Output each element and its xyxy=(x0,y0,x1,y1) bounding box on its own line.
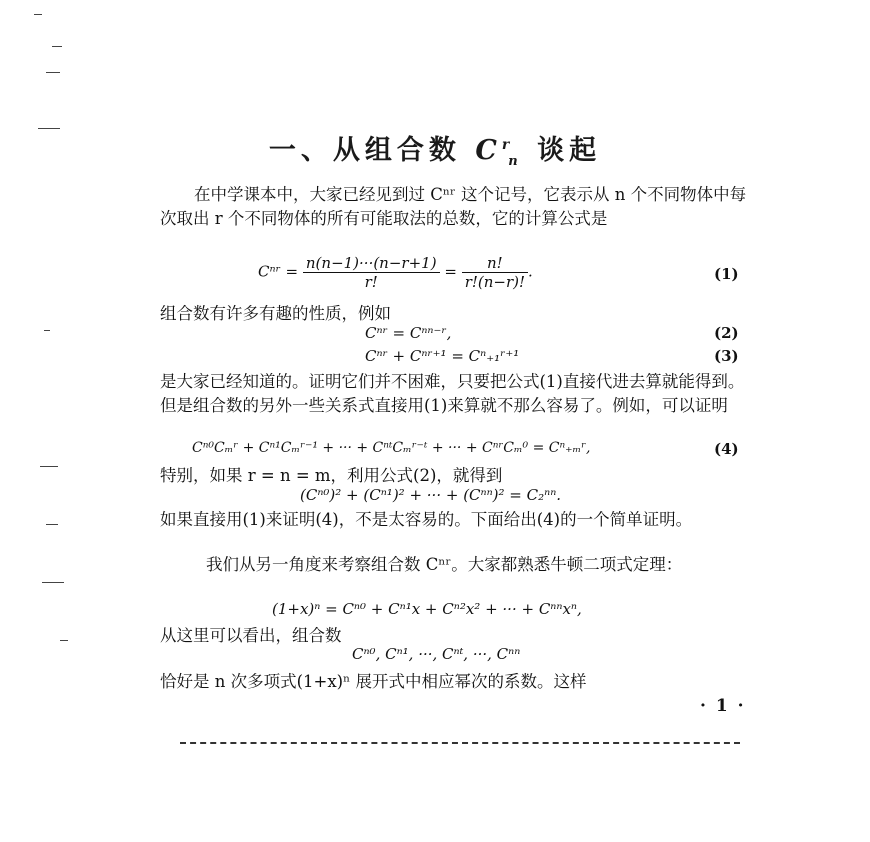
paragraph-3: 如果直接用(1)来证明(4)，不是太容易的。下面给出(4)的一个简单证明。 xyxy=(160,510,693,529)
formula-1 xyxy=(258,254,533,291)
formula-1-den-b: r!(n−r)! xyxy=(464,273,526,291)
page-number: · 1 · xyxy=(700,696,746,716)
equation-number-1: (1) xyxy=(714,265,739,283)
scan-mark xyxy=(46,524,58,525)
formula-4: Cⁿ⁰Cₘʳ + Cⁿ¹Cₘʳ⁻¹ + ··· + CⁿᵗCₘʳ⁻ᵗ + ··· + CⁿʳCₘ⁰ = Cⁿ₊ₘʳ, xyxy=(192,440,591,456)
equation-number-3: (3) xyxy=(714,347,739,365)
formula-1-fraction-b xyxy=(462,254,528,291)
scan-mark xyxy=(42,582,64,583)
formula-1-end: . xyxy=(528,262,533,281)
scan-mark xyxy=(52,46,62,47)
last-line-text: 恰好是 n 次多项式(1+x)ⁿ 展开式中相应幂次的系数。这样 xyxy=(160,672,587,691)
title-prefix: 一、从组合数 xyxy=(268,135,476,166)
chapter-title xyxy=(0,128,870,169)
formula-1-eq: = xyxy=(444,262,457,281)
title-suffix: 谈起 xyxy=(522,135,602,166)
bottom-rule xyxy=(180,742,740,744)
formula-1-lhs: Cⁿʳ = xyxy=(258,262,299,281)
equation-number-2: (2) xyxy=(714,324,739,342)
formula-coefficient-list: Cⁿ⁰, Cⁿ¹, ···, Cⁿᵗ, ···, Cⁿⁿ xyxy=(352,645,521,663)
special-case-text: 特别，如果 r = n = m，利用公式(2)，就得到 xyxy=(160,466,503,485)
scan-mark xyxy=(40,466,58,467)
formula-3: Cⁿʳ + Cⁿʳ⁺¹ = Cⁿ₊₁ʳ⁺¹ xyxy=(365,347,520,365)
formula-1-num-a: n(n−1)···(n−r+1) xyxy=(303,254,440,273)
formula-1-den-a: r! xyxy=(364,273,378,291)
equation-number-4: (4) xyxy=(714,440,739,458)
formula-2: Cⁿʳ = Cⁿⁿ⁻ʳ, xyxy=(365,324,452,342)
paragraph-4: 我们从另一角度来考察组合数 Cⁿʳ。大家都熟悉牛顿二项式定理： xyxy=(206,555,683,574)
scan-mark xyxy=(44,330,50,331)
formula-1-fraction-a xyxy=(303,254,440,291)
formula-1-num-b: n! xyxy=(462,254,528,273)
scan-mark xyxy=(34,14,42,15)
scan-mark xyxy=(60,640,68,641)
intro-paragraph: 在中学课本中，大家已经见到过 Cⁿʳ 这个记号，它表示从 n 个不同物体中每次取出 r 个不同物体的所有可能取法的总数，它的计算公式是 xyxy=(160,185,747,228)
from-here-text: 从这里可以看出，组合数 xyxy=(160,626,342,645)
properties-intro: 组合数有许多有趣的性质，例如 xyxy=(160,304,391,323)
title-symbol-c: $C^r_n$ xyxy=(475,135,523,170)
scan-mark xyxy=(46,72,60,73)
formula-binomial: (1+x)ⁿ = Cⁿ⁰ + Cⁿ¹x + Cⁿ²x² + ··· + Cⁿⁿxⁿ, xyxy=(272,600,582,618)
formula-5: (Cⁿ⁰)² + (Cⁿ¹)² + ··· + (Cⁿⁿ)² = C₂ⁿⁿ. xyxy=(300,486,562,504)
paragraph-2: 是大家已经知道的。证明它们并不困难，只要把公式(1)直接代进去算就能得到。但是组合数的另外一些关系式直接用(1)来算就不那么容易了。例如，可以证明 xyxy=(160,372,745,415)
